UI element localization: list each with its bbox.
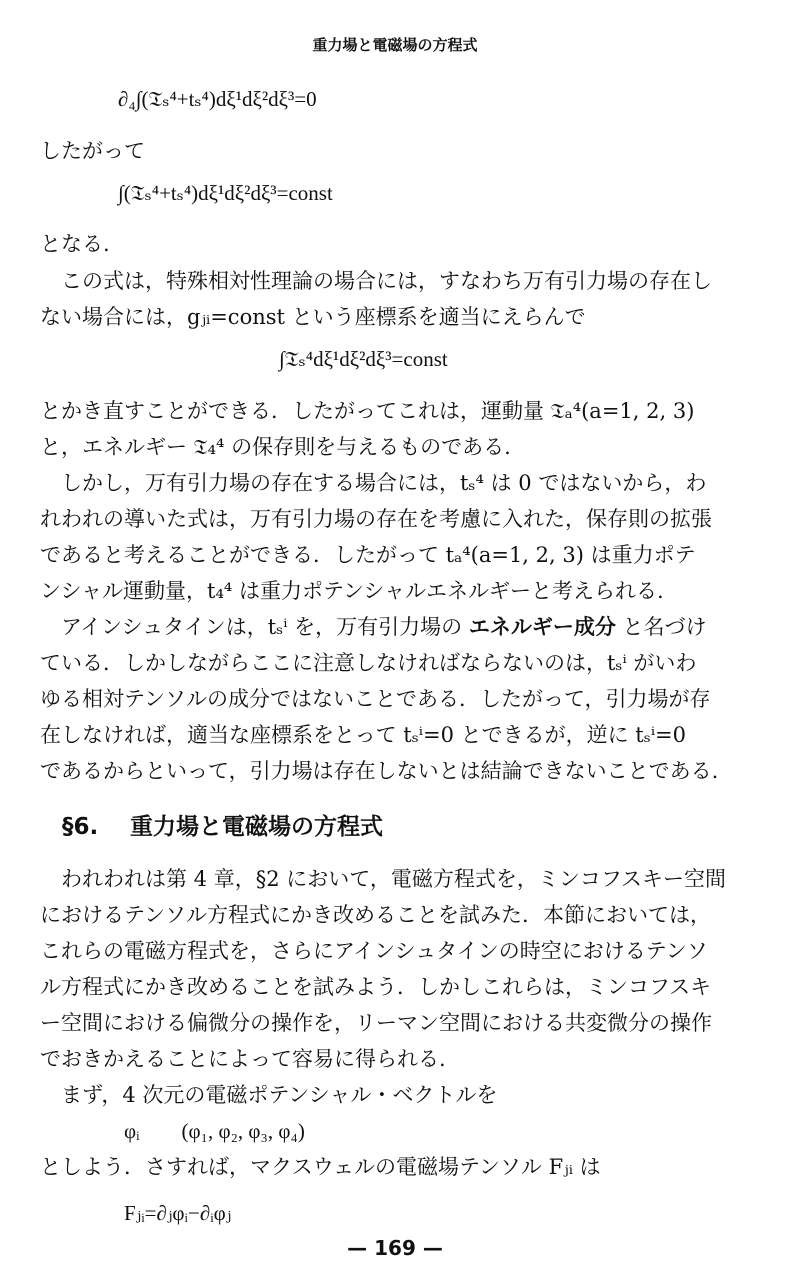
text-line: ンシャル運動量，t₄⁴ は重力ポテンシャルエネルギーと考えられる.	[40, 579, 664, 603]
equation-5: Fⱼᵢ=∂ⱼφᵢ−∂ᵢφⱼ	[124, 1201, 232, 1225]
equation-2: ∫(𝔗ₛ⁴+tₛ⁴)dξ¹dξ²dξ³=const	[118, 181, 333, 205]
text-line: ゆる相対テンソルの成分ではないことである．したがって，引力場が存	[40, 687, 711, 711]
paragraph-start: われわれは第 4 章，§2 において，電磁方程式を，ミンコフスキー空間	[61, 867, 726, 891]
running-header: 重力場と電磁場の方程式	[312, 36, 478, 54]
text-line: でおきかえることによって容易に得られる.	[40, 1047, 446, 1071]
text-line: したがって	[40, 139, 145, 163]
equation-1: ∂₄∫(𝔗ₛ⁴+tₛ⁴)dξ¹dξ²dξ³=0	[118, 87, 317, 111]
text-line: これらの電磁方程式を，さらにアインシュタインの時空におけるテンソ	[40, 939, 708, 963]
equation-4: φᵢ (φ₁, φ₂, φ₃, φ₄)	[124, 1119, 305, 1143]
text-line: ない場合には，gⱼᵢ=const という座標系を適当にえらんで	[40, 305, 586, 329]
text-line: れわれの導いた式は，万有引力場の存在を考慮に入れた，保存則の拡張	[40, 507, 712, 531]
equation-3: ∫𝔗ₛ⁴dξ¹dξ²dξ³=const	[279, 347, 448, 371]
text-line: と，エネルギー 𝔗₄⁴ の保存則を与えるものである.	[40, 435, 511, 459]
text-line: 在しなければ，適当な座標系をとって tₛⁱ=0 とできるが，逆に tₛⁱ=0	[40, 723, 686, 747]
text-line: におけるテンソル方程式にかき改めることを試みた．本節においては，	[40, 903, 711, 927]
text-line: としよう．さすれば，マクスウェルの電磁場テンソル Fⱼᵢ は	[40, 1155, 601, 1179]
text-line: ー空間における偏微分の操作を，リーマン空間における共変微分の操作	[40, 1011, 712, 1035]
emphasized-term: エネルギー成分	[468, 615, 616, 639]
paragraph-start: まず，4 次元の電磁ポテンシャル・ベクトルを	[61, 1083, 498, 1107]
text-line: ている．しかしながらここに注意しなければならないのは，tₛⁱ がいわ	[40, 651, 697, 675]
text-line: ル方程式にかき改めることを試みよう．しかしこれらは，ミンコフスキ	[40, 975, 712, 999]
text-line: とかき直すことができる．したがってこれは，運動量 𝔗ₐ⁴(a=1, 2, 3)	[40, 399, 695, 423]
text-segment: アインシュタインは，tₛⁱ を，万有引力場の	[61, 615, 463, 639]
section-number: §6.	[62, 814, 99, 840]
text-line: であるからといって，引力場は存在しないとは結論できないことである.	[40, 759, 719, 783]
paragraph-start: この式は，特殊相対性理論の場合には，すなわち万有引力場の存在し	[61, 269, 712, 293]
paragraph-start: しかし，万有引力場の存在する場合には，tₛ⁴ は 0 ではないから，わ	[61, 471, 707, 495]
text-line: となる.	[40, 232, 110, 256]
page-number: — 169 —	[347, 1236, 443, 1260]
section-heading	[62, 812, 383, 842]
section-title: 重力場と電磁場の方程式	[130, 814, 383, 840]
text-line: であると考えることができる．したがって tₐ⁴(a=1, 2, 3) は重力ポテ	[40, 543, 696, 567]
text-segment: と名づけ	[622, 615, 707, 639]
paragraph-start	[40, 612, 773, 642]
